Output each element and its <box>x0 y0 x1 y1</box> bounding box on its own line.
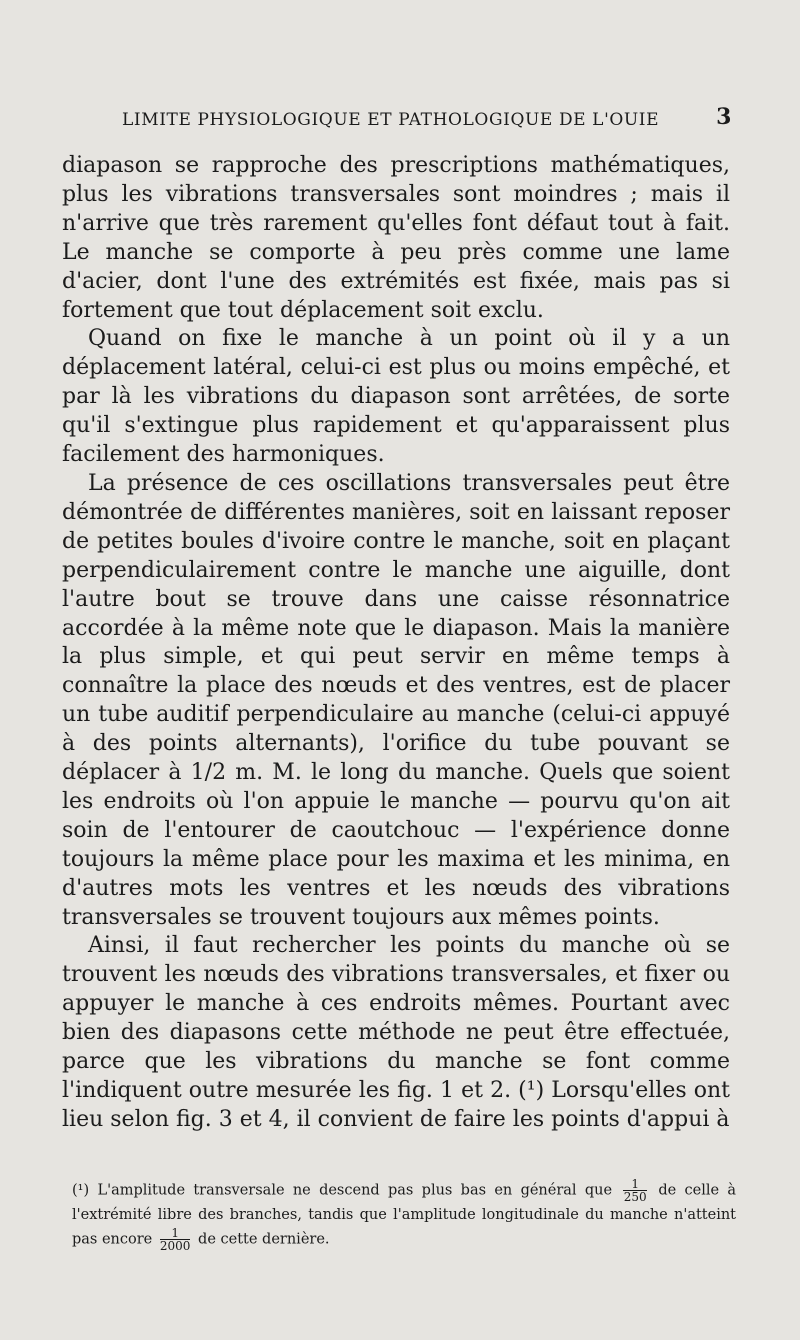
fraction <box>623 1178 647 1203</box>
fraction <box>160 1227 191 1252</box>
paragraph: diapason se rapproche des prescriptions mathématiques, plus les vibrations transversales sont moindres ; mais il n'arrive que très rarement qu'elles font défaut tout à fait. Le manche se comporte à peu près comme une lame d'acier, dont l'une des extrémités est fixée, mais pas si fortement que tout déplacement soit exclu. <box>62 153 730 323</box>
paragraph: Ainsi, il faut rechercher les points du manche où se trouvent les nœuds des vibrations transversales, et fixer ou appuyer le manche à ces endroits mêmes. Pourtant avec bien des diapasons cette méthode ne peut être effectuée, parce que les vibrations du manche se font comme l'indiquent outre mesurée les fig. 1 et 2. (¹) Lorsqu'elles ont lieu selon fig. 3 et 4, il convient de faire les points d'appui à <box>62 933 730 1132</box>
footnote-text: L'amplitude transversale ne descend pas plus bas en général que <box>97 1182 613 1199</box>
footnote-marker: (¹) <box>72 1182 90 1199</box>
paragraph: Quand on fixe le manche à un point où il y a un déplacement latéral, celui-ci est plus ou moins empêché, et par là les vibrations du diapason sont arrêtées, de sorte qu'il s'extingue plus rapidement et qu'apparaissent plus facilement des harmoniques. <box>62 326 730 468</box>
fraction-denominator: 2000 <box>159 1239 191 1253</box>
footnote <box>72 1178 736 1252</box>
fraction-numerator: 1 <box>623 1178 647 1191</box>
fraction-denominator: 250 <box>623 1190 647 1204</box>
footnote-text: de cette dernière. <box>198 1231 330 1248</box>
main-text <box>62 152 730 1135</box>
running-title: LIMITE PHYSIOLOGIQUE ET PATHOLOGIQUE DE L'OUIE <box>122 110 660 130</box>
fraction-numerator: 1 <box>160 1227 191 1240</box>
footnote-text: de celle à l'extrémité libre des branches, tandis que l'amplitude longitudinale du manche n'atteint pas encore <box>72 1182 737 1248</box>
running-header <box>62 104 732 134</box>
page-number: 3 <box>716 104 732 130</box>
paragraph: La présence de ces oscillations transversales peut être démontrée de différentes manières, soit en laissant reposer de petites boules d'ivoire contre le manche, soit en plaçant perpendiculairement contre le manche une aiguille, dont l'autre bout se trouve dans une caisse résonnatrice accordée à la même note que le diapason. Mais la manière la plus simple, et qui peut servir en même temps à connaître la place des nœuds et des ventres, est de placer un tube auditif perpendiculaire au manche (celui-ci appuyé à des points alternants), l'orifice du tube pouvant se déplacer à 1/2 m. M. le long du manche. Quels que soient les endroits où l'on appuie le manche — pourvu qu'on ait soin de l'entourer de caoutchouc — l'expérience donne toujours la même place pour les maxima et les minima, en d'autres mots les ventres et les nœuds des vibrations transversales se trouvent toujours aux mêmes points. <box>62 470 730 930</box>
